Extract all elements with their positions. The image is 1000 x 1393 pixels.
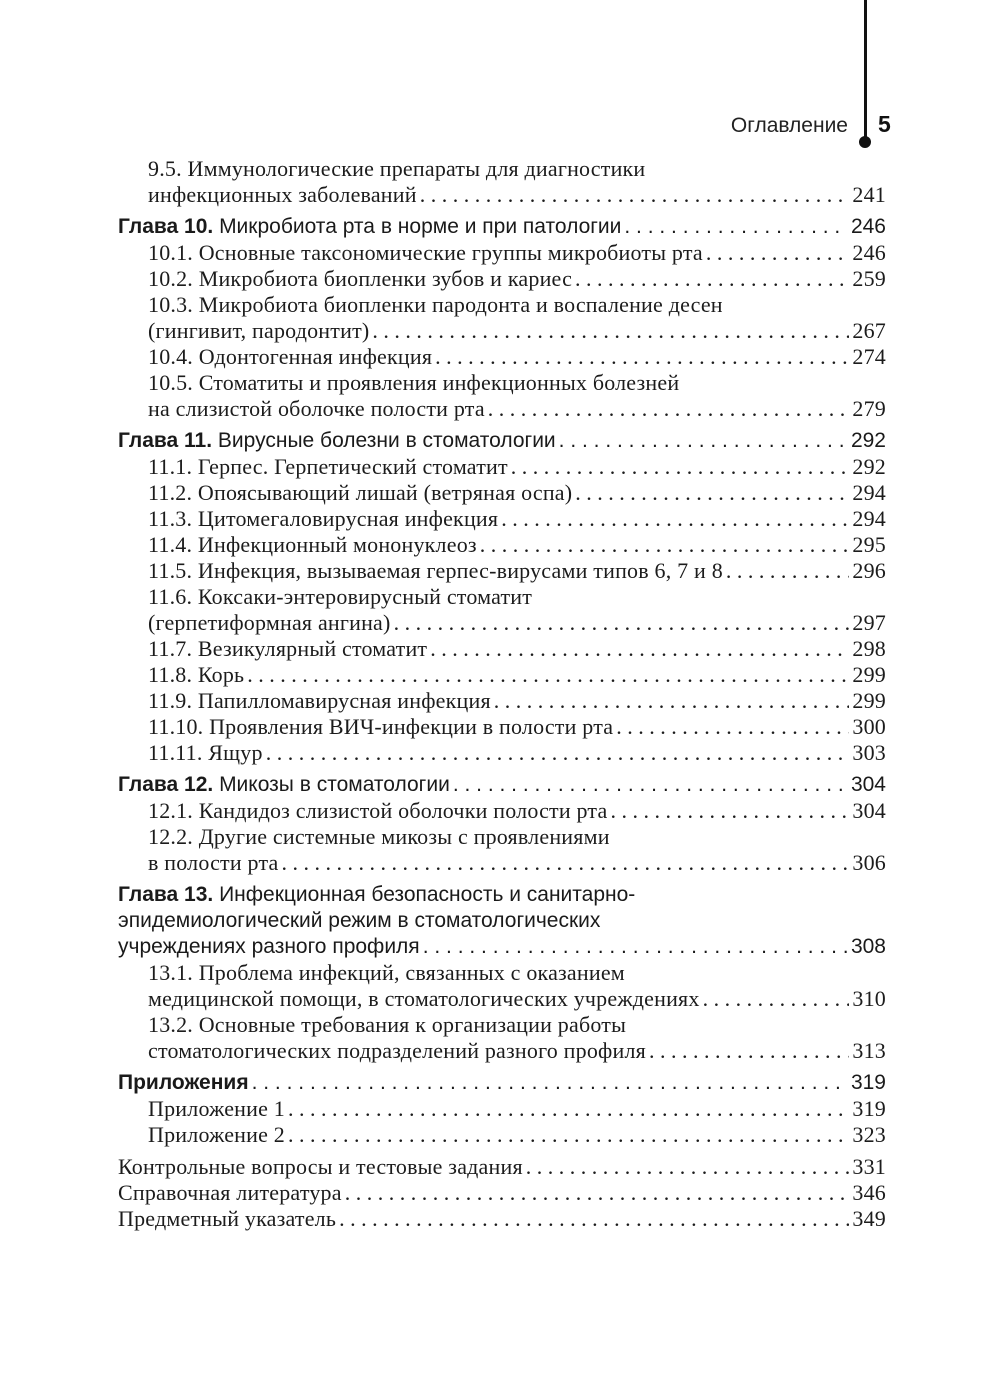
dot-leader [288,1096,849,1122]
toc-line [118,960,886,986]
entry-page-number: 299 [852,662,886,687]
entry-title: 12.1. Кандидоз слизистой оболочки полости рта [148,798,608,823]
entry-title: 11.7. Везикулярный стоматит [148,636,428,661]
entry-page-number: 296 [852,558,886,583]
toc-line [118,934,886,960]
toc-line [118,454,886,480]
entry-page-number: 313 [852,1038,886,1063]
entry-title: на слизистой оболочке полости рта [148,396,485,421]
toc-line [118,344,886,370]
entry-title: Инфекционная безопасность и санитарно- [219,883,636,906]
entry-title: Предметный указатель [118,1206,337,1231]
entry-title: 11.5. Инфекция, вызываемая герпес-вирусами типов 6, 7 и 8 [148,558,723,583]
entry-title: учреждениях разного профиля [118,935,420,958]
entry-title: (герпетиформная ангина) [148,610,391,635]
entry-page-number: 299 [852,688,886,713]
entry-page-number: 246 [850,215,886,238]
toc-section-entry[interactable] [118,740,886,766]
dot-leader [282,850,850,876]
toc-section-entry[interactable] [118,824,886,876]
dot-leader [610,798,849,824]
toc-section-entry[interactable] [118,714,886,740]
entry-page-number: 323 [852,1122,886,1147]
toc-line [118,396,886,422]
toc-line [118,370,886,396]
entry-title: (гингивит, пародонтит) [148,318,370,343]
toc-line [118,318,886,344]
toc-chapter-entry[interactable] [118,428,886,454]
entry-page-number: 300 [852,714,886,739]
toc-line [118,636,886,662]
toc-line [118,1180,886,1206]
chapter-label: Глава 13. [118,883,214,906]
page-number: 5 [878,111,891,137]
toc-line [118,1070,886,1096]
toc-back-matter-entry[interactable] [118,1206,886,1232]
entry-title: инфекционных заболеваний [148,182,417,207]
entry-title: Микозы в стоматологии [219,773,450,796]
toc-section-entry[interactable] [118,156,886,208]
dot-leader [703,986,850,1012]
dot-leader [494,688,850,714]
dot-leader [575,480,849,506]
toc-section-entry[interactable] [118,662,886,688]
entry-title: 12.2. Другие системные микозы с проявлениями [148,824,610,849]
entry-title: 11.10. Проявления ВИЧ-инфекции в полости рта [148,714,614,739]
entry-page-number: 349 [852,1206,886,1231]
table-of-contents [118,156,886,1232]
toc-line [118,740,886,766]
toc-line [118,266,886,292]
entry-title: 13.1. Проблема инфекций, связанных с оказанием [148,960,625,985]
toc-section-entry[interactable] [118,506,886,532]
entry-page-number: 246 [852,240,886,265]
dot-leader [511,454,850,480]
toc-line [118,240,886,266]
toc-line [118,882,886,908]
running-title: Оглавление [730,114,848,137]
dot-leader [288,1122,849,1148]
toc-section-entry[interactable] [118,532,886,558]
toc-line [118,688,886,714]
toc-line [118,428,886,454]
entry-page-number: 346 [852,1180,886,1205]
toc-line [118,662,886,688]
entry-title: 11.9. Папилломавирусная инфекция [148,688,491,713]
toc-section-entry[interactable] [118,240,886,266]
toc-line [118,214,886,240]
entry-page-number: 267 [852,318,886,343]
dot-leader [430,636,849,662]
entry-page-number: 310 [852,986,886,1011]
toc-appendix-entry[interactable] [118,1122,886,1148]
entry-page-number: 295 [852,532,886,557]
entry-title: 9.5. Иммунологические препараты для диагностики [148,156,646,181]
dot-leader [420,182,850,208]
toc-line [118,850,886,876]
dot-leader [453,772,848,798]
toc-section-entry[interactable] [118,636,886,662]
entry-page-number: 319 [850,1071,886,1094]
toc-section-entry[interactable] [118,454,886,480]
entry-page-number: 331 [852,1154,886,1179]
entry-title: 10.2. Микробиота биопленки зубов и кариес [148,266,573,291]
dot-leader [480,532,850,558]
entry-title: 10.1. Основные таксономические группы микробиоты рта [148,240,703,265]
toc-section-entry[interactable] [118,344,886,370]
toc-chapter-entry[interactable] [118,772,886,798]
entry-page-number: 306 [852,850,886,875]
dot-leader [372,318,849,344]
toc-line [118,1122,886,1148]
dot-leader [339,1206,849,1232]
entry-title: Справочная литература [118,1180,342,1205]
entry-title: 10.5. Стоматиты и проявления инфекционных болезней [148,370,680,395]
entry-page-number: 259 [852,266,886,291]
toc-line [118,532,886,558]
toc-chapter-entry[interactable] [118,214,886,240]
toc-line [118,292,886,318]
toc-section-entry[interactable] [118,558,886,584]
toc-line [118,908,886,934]
toc-line [118,506,886,532]
entry-page-number: 298 [852,636,886,661]
toc-line [118,1206,886,1232]
entry-title: в полости рта [148,850,279,875]
toc-section-entry[interactable] [118,688,886,714]
entry-page-number: 297 [852,610,886,635]
chapter-label: Глава 10. [118,215,214,238]
toc-back-matter-entry[interactable] [118,1180,886,1206]
entry-title: стоматологических подразделений разного профиля [148,1038,646,1063]
entry-title: 10.4. Одонтогенная инфекция [148,344,433,369]
dot-leader [247,662,849,688]
toc-line [118,156,886,182]
toc-line [118,480,886,506]
entry-title: 11.1. Герпес. Герпетический стоматит [148,454,508,479]
dot-leader [252,1070,848,1096]
dot-leader [345,1180,850,1206]
entry-title: Микробиота рта в норме и при патологии [219,215,622,238]
entry-page-number: 279 [852,396,886,421]
toc-line [118,182,886,208]
entry-page-number: 319 [852,1096,886,1121]
toc-back-matter-entry[interactable] [118,1154,886,1180]
toc-line [118,558,886,584]
toc-line [118,986,886,1012]
entry-page-number: 292 [850,429,886,452]
entry-title: 10.3. Микробиота биопленки пародонта и воспаление десен [148,292,723,317]
chapter-label: Глава 11. [118,429,213,452]
entry-title: Приложение 1 [148,1096,285,1121]
entry-title: 11.8. Корь [148,662,245,687]
entry-page-number: 294 [852,480,886,505]
dot-leader [488,396,850,422]
dot-leader [649,1038,849,1064]
toc-section-entry[interactable] [118,266,886,292]
toc-line [118,772,886,798]
entry-page-number: 274 [852,344,886,369]
toc-section-entry[interactable] [118,798,886,824]
toc-section-entry[interactable] [118,1012,886,1064]
toc-section-entry[interactable] [118,480,886,506]
toc-line [118,1154,886,1180]
entry-title: медицинской помощи, в стоматологических учреждениях [148,986,700,1011]
entry-page-number: 303 [852,740,886,765]
toc-line [118,1012,886,1038]
dot-leader [423,934,848,960]
dot-leader [501,506,849,532]
dot-leader [559,428,848,454]
header-rule [864,0,867,140]
toc-section-entry[interactable] [118,370,886,422]
entry-page-number: 304 [850,773,886,796]
toc-appendix-entry[interactable] [118,1096,886,1122]
toc-line [118,1096,886,1122]
entry-title: 11.2. Опоясывающий лишай (ветряная оспа) [148,480,573,505]
toc-chapter-entry[interactable] [118,1070,886,1096]
toc-line [118,610,886,636]
dot-leader [394,610,850,636]
dot-leader [266,740,850,766]
dot-leader [435,344,849,370]
entry-title: 11.11. Ящур [148,740,263,765]
entry-title: Вирусные болезни в стоматологии [217,429,556,452]
toc-section-entry[interactable] [118,584,886,636]
toc-line [118,798,886,824]
dot-leader [616,714,849,740]
entry-title: 13.2. Основные требования к организации работы [148,1012,627,1037]
entry-title: Приложение 2 [148,1122,285,1147]
entry-title: 11.3. Цитомегаловирусная инфекция [148,506,499,531]
dot-leader [526,1154,850,1180]
dot-leader [575,266,849,292]
toc-line [118,1038,886,1064]
dot-leader [624,214,848,240]
toc-section-entry[interactable] [118,960,886,1012]
entry-page-number: 241 [852,182,886,207]
entry-title: 11.6. Коксаки-энтеровирусный стоматит [148,584,533,609]
dot-leader [706,240,850,266]
entry-page-number: 292 [852,454,886,479]
toc-line [118,584,886,610]
entry-page-number: 304 [852,798,886,823]
toc-line [118,714,886,740]
toc-chapter-entry[interactable] [118,882,886,960]
toc-section-entry[interactable] [118,292,886,344]
entry-title: эпидемиологический режим в стоматологических [118,909,601,932]
entry-title: 11.4. Инфекционный мононуклеоз [148,532,477,557]
chapter-label: Глава 12. [118,773,214,796]
dot-leader [726,558,849,584]
entry-page-number: 308 [850,935,886,958]
entry-page-number: 294 [852,506,886,531]
chapter-label: Приложения [118,1071,249,1094]
header-rule-dot [859,136,871,148]
toc-line [118,824,886,850]
entry-title: Контрольные вопросы и тестовые задания [118,1154,523,1179]
